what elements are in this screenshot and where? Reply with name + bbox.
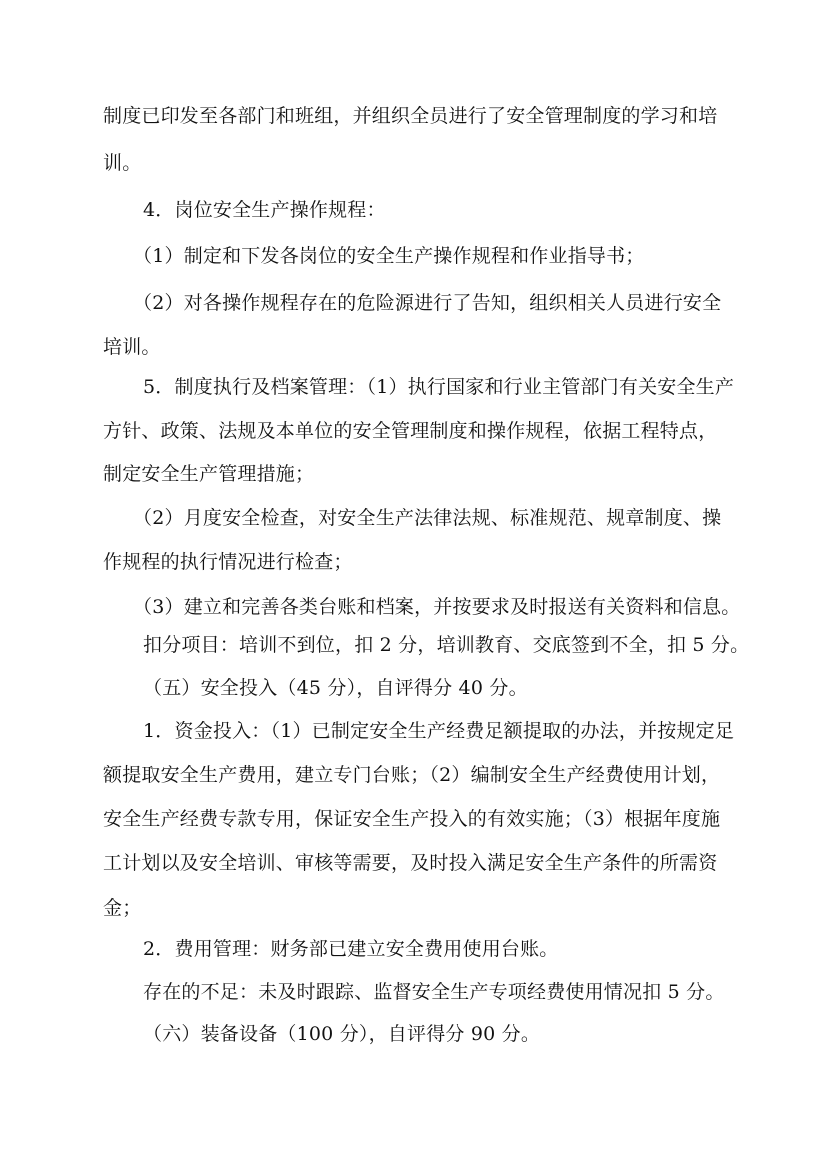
text-line: （1）制定和下发各岗位的安全生产操作规程和作业指导书；: [133, 245, 645, 267]
text-line: 制定安全生产管理措施；: [103, 463, 315, 485]
text-line: 金；: [103, 897, 142, 919]
text-line: 培训。: [103, 336, 161, 358]
text-line: 作规程的执行情况进行检查；: [103, 551, 353, 573]
text-line: 制度已印发至各部门和班组，并组织全员进行了安全管理制度的学习和培: [103, 105, 718, 127]
text-line: 方针、政策、法规及本单位的安全管理制度和操作规程，依据工程特点，: [103, 420, 718, 442]
deduction-note: 存在的不足：未及时跟踪、监督安全生产专项经费使用情况扣 5 分。: [143, 981, 725, 1003]
text-line: 安全生产经费专款专用，保证安全生产投入的有效实施；（3）根据年度施: [103, 808, 721, 830]
text-line: （3）建立和完善各类台账和档案，并按要求及时报送有关资料和信息。: [133, 596, 741, 618]
deduction-note: 扣分项目：培训不到位，扣 2 分，培训教育、交底签到不全，扣 5 分。: [143, 634, 750, 656]
section-heading: （五）安全投入（45 分），自评得分 40 分。: [143, 677, 528, 699]
text-line: 额提取安全生产费用，建立专门台账；（2）编制安全生产经费使用计划，: [103, 764, 721, 786]
section-heading: 4．岗位安全生产操作规程：: [143, 199, 386, 221]
text-line: （2）月度安全检查，对安全生产法律法规、标准规范、规章制度、操: [133, 507, 722, 529]
section-heading: （六）装备设备（100 分），自评得分 90 分。: [143, 1023, 541, 1045]
section-heading: 1．资金投入：（1）已制定安全生产经费足额提取的办法，并按规定足: [143, 720, 735, 742]
text-line: 工计划以及安全培训、审核等需要，及时投入满足安全生产条件的所需资: [103, 852, 718, 874]
text-line: 训。: [103, 152, 142, 174]
section-heading: 5．制度执行及档案管理：（1）执行国家和行业主管部门有关安全生产: [143, 376, 735, 398]
section-heading: 2．费用管理：财务部已建立安全费用使用台账。: [143, 938, 559, 960]
text-line: （2）对各操作规程存在的危险源进行了告知，组织相关人员进行安全: [133, 292, 722, 314]
